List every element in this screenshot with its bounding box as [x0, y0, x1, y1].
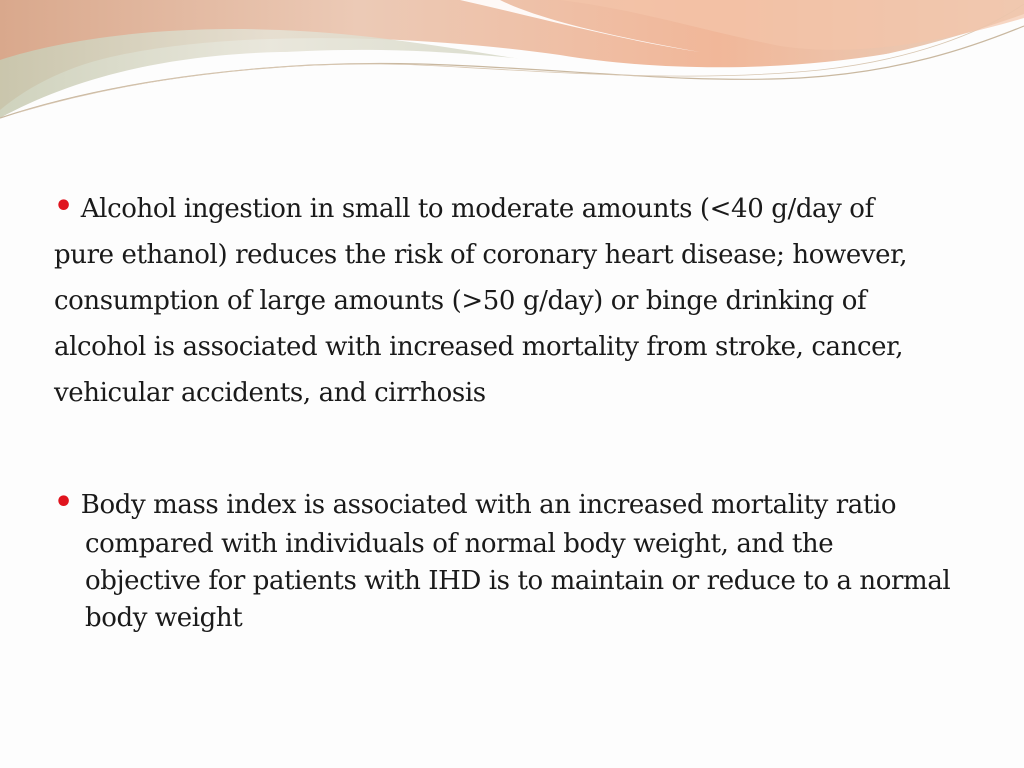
bullet-alcohol-first-line: Alcohol ingestion in small to moderate amounts (<40 g/day of — [80, 194, 874, 224]
header-swoosh-decoration — [0, 0, 1024, 130]
bullet-bmi — [54, 484, 954, 637]
bullet-bmi-first-line: Body mass index is associated with an increased mortality ratio — [80, 490, 897, 520]
bullet-bmi-first-row — [54, 484, 954, 524]
bullet-alcohol — [54, 184, 954, 416]
bullet-dot-icon: • — [54, 485, 73, 520]
bullet-bmi-continuation: compared with individuals of normal body weight, and the objective for patients with IHD is to maintain or reduce to a normal body weight — [85, 529, 951, 633]
bullet-alcohol-continuation: pure ethanol) reduces the risk of coronary heart disease; however, consumption of large amounts (>50 g/day) or binge drinking of alcohol is associated with increased mortality from stroke, cancer, vehicular accidents, and cirrhosis — [54, 240, 908, 408]
bullet-dot-icon: • — [54, 189, 73, 224]
